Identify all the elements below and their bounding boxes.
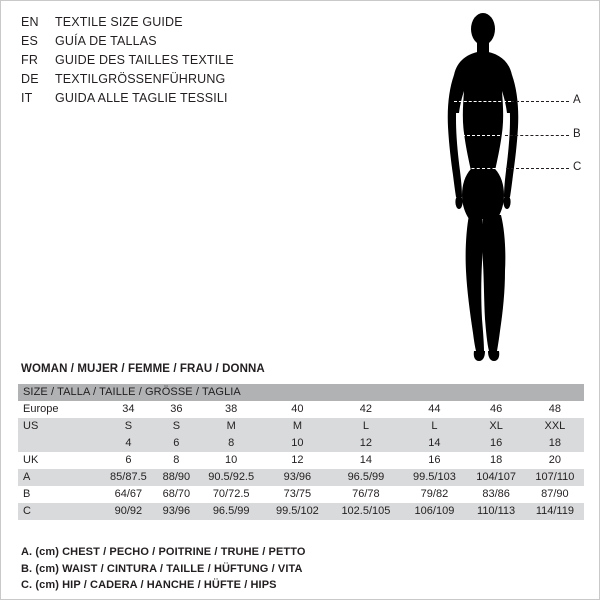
cell: 34 xyxy=(101,401,156,418)
cell: 8 xyxy=(197,435,266,452)
cell: L xyxy=(402,418,466,435)
cell: 96.5/99 xyxy=(329,469,402,486)
measure-line-b-outer xyxy=(505,135,569,136)
cell: XL xyxy=(466,418,525,435)
cell: 85/87.5 xyxy=(101,469,156,486)
cell: 93/96 xyxy=(156,503,197,520)
title-lang-fr: FR xyxy=(21,53,39,67)
table-row xyxy=(18,469,584,486)
row-label-us: US xyxy=(18,418,101,435)
cell: 16 xyxy=(466,435,525,452)
cell: S xyxy=(101,418,156,435)
title-text-de: TEXTILGRÖSSENFÜHRUNG xyxy=(55,72,226,86)
cell: 70/72.5 xyxy=(197,486,266,503)
woman-section-heading: WOMAN / MUJER / FEMME / FRAU / DONNA xyxy=(21,363,265,375)
cell: 6 xyxy=(101,452,156,469)
cell: 36 xyxy=(156,401,197,418)
measure-label-a: A xyxy=(573,94,581,106)
title-lang-de: DE xyxy=(21,72,39,86)
cell: 102.5/105 xyxy=(329,503,402,520)
measure-label-c: C xyxy=(573,161,582,173)
cell: 83/86 xyxy=(466,486,525,503)
cell: 18 xyxy=(526,435,584,452)
row-label-us-numeric xyxy=(18,435,101,452)
row-label-c: C xyxy=(18,503,101,520)
cell: 114/119 xyxy=(526,503,584,520)
row-label-europe: Europe xyxy=(18,401,101,418)
cell: 76/78 xyxy=(329,486,402,503)
footnote-a: A. (cm) CHEST / PECHO / POITRINE / TRUHE / PETTO xyxy=(21,546,306,558)
cell: 18 xyxy=(466,452,525,469)
table-row xyxy=(18,435,584,452)
cell: 90.5/92.5 xyxy=(197,469,266,486)
cell: 73/75 xyxy=(265,486,329,503)
cell: 14 xyxy=(402,435,466,452)
cell: 48 xyxy=(526,401,584,418)
cell: 40 xyxy=(265,401,329,418)
title-row-es xyxy=(21,34,351,53)
title-row-de xyxy=(21,72,351,91)
title-lang-en: EN xyxy=(21,15,39,29)
title-text-fr: GUIDE DES TAILLES TEXTILE xyxy=(55,53,234,67)
table-row xyxy=(18,401,584,418)
row-label-a: A xyxy=(18,469,101,486)
table-row xyxy=(18,452,584,469)
title-lang-es: ES xyxy=(21,34,39,48)
footnote-b: B. (cm) WAIST / CINTURA / TAILLE / HÜFTUNG / VITA xyxy=(21,562,303,575)
cell: 44 xyxy=(402,401,466,418)
cell: 12 xyxy=(329,435,402,452)
table-header-row xyxy=(18,384,584,401)
cell: 16 xyxy=(402,452,466,469)
cell: 106/109 xyxy=(402,503,466,520)
cell: 10 xyxy=(265,435,329,452)
title-block xyxy=(21,15,351,110)
title-text-it: GUIDA ALLE TAGLIE TESSILI xyxy=(55,91,228,105)
measure-label-b: B xyxy=(573,128,581,140)
cell: 68/70 xyxy=(156,486,197,503)
size-table xyxy=(18,384,584,520)
cell: 107/110 xyxy=(526,469,584,486)
table-row xyxy=(18,503,584,520)
cell: 14 xyxy=(329,452,402,469)
cell: 104/107 xyxy=(466,469,525,486)
cell: 99.5/102 xyxy=(265,503,329,520)
cell: 90/92 xyxy=(101,503,156,520)
cell: 93/96 xyxy=(265,469,329,486)
female-body-figure xyxy=(421,9,591,369)
row-label-uk: UK xyxy=(18,452,101,469)
measure-line-b-inner xyxy=(462,135,505,136)
cell: 8 xyxy=(156,452,197,469)
cell: M xyxy=(197,418,266,435)
title-text-en: TEXTILE SIZE GUIDE xyxy=(55,15,183,29)
cell: 99.5/103 xyxy=(402,469,466,486)
table-header-label: SIZE / TALLA / TAILLE / GRÖSSE / TAGLIA xyxy=(18,384,584,401)
cell: L xyxy=(329,418,402,435)
title-text-es: GUÍA DE TALLAS xyxy=(55,34,157,48)
cell: 64/67 xyxy=(101,486,156,503)
cell: XXL xyxy=(526,418,584,435)
cell: 46 xyxy=(466,401,525,418)
title-row-it xyxy=(21,91,351,110)
table-row xyxy=(18,486,584,503)
title-lang-it: IT xyxy=(21,91,33,105)
measure-line-a-outer xyxy=(511,101,569,102)
row-label-b: B xyxy=(18,486,101,503)
cell: 12 xyxy=(265,452,329,469)
measure-line-c-inner xyxy=(461,168,506,169)
cell: 4 xyxy=(101,435,156,452)
female-silhouette-icon xyxy=(421,9,591,369)
cell: 20 xyxy=(526,452,584,469)
cell: 96.5/99 xyxy=(197,503,266,520)
title-row-en xyxy=(21,15,351,34)
measure-line-c-outer xyxy=(506,168,569,169)
cell: 88/90 xyxy=(156,469,197,486)
cell: S xyxy=(156,418,197,435)
title-row-fr xyxy=(21,53,351,72)
measure-line-a-inner xyxy=(454,101,511,102)
cell: 79/82 xyxy=(402,486,466,503)
footnote-c: C. (cm) HIP / CADERA / HANCHE / HÜFTE / HIPS xyxy=(21,579,277,591)
cell: 10 xyxy=(197,452,266,469)
cell: 42 xyxy=(329,401,402,418)
cell: 38 xyxy=(197,401,266,418)
footnotes-block xyxy=(21,544,491,594)
cell: M xyxy=(265,418,329,435)
cell: 110/113 xyxy=(466,503,525,520)
table-row xyxy=(18,418,584,435)
cell: 87/90 xyxy=(526,486,584,503)
cell: 6 xyxy=(156,435,197,452)
